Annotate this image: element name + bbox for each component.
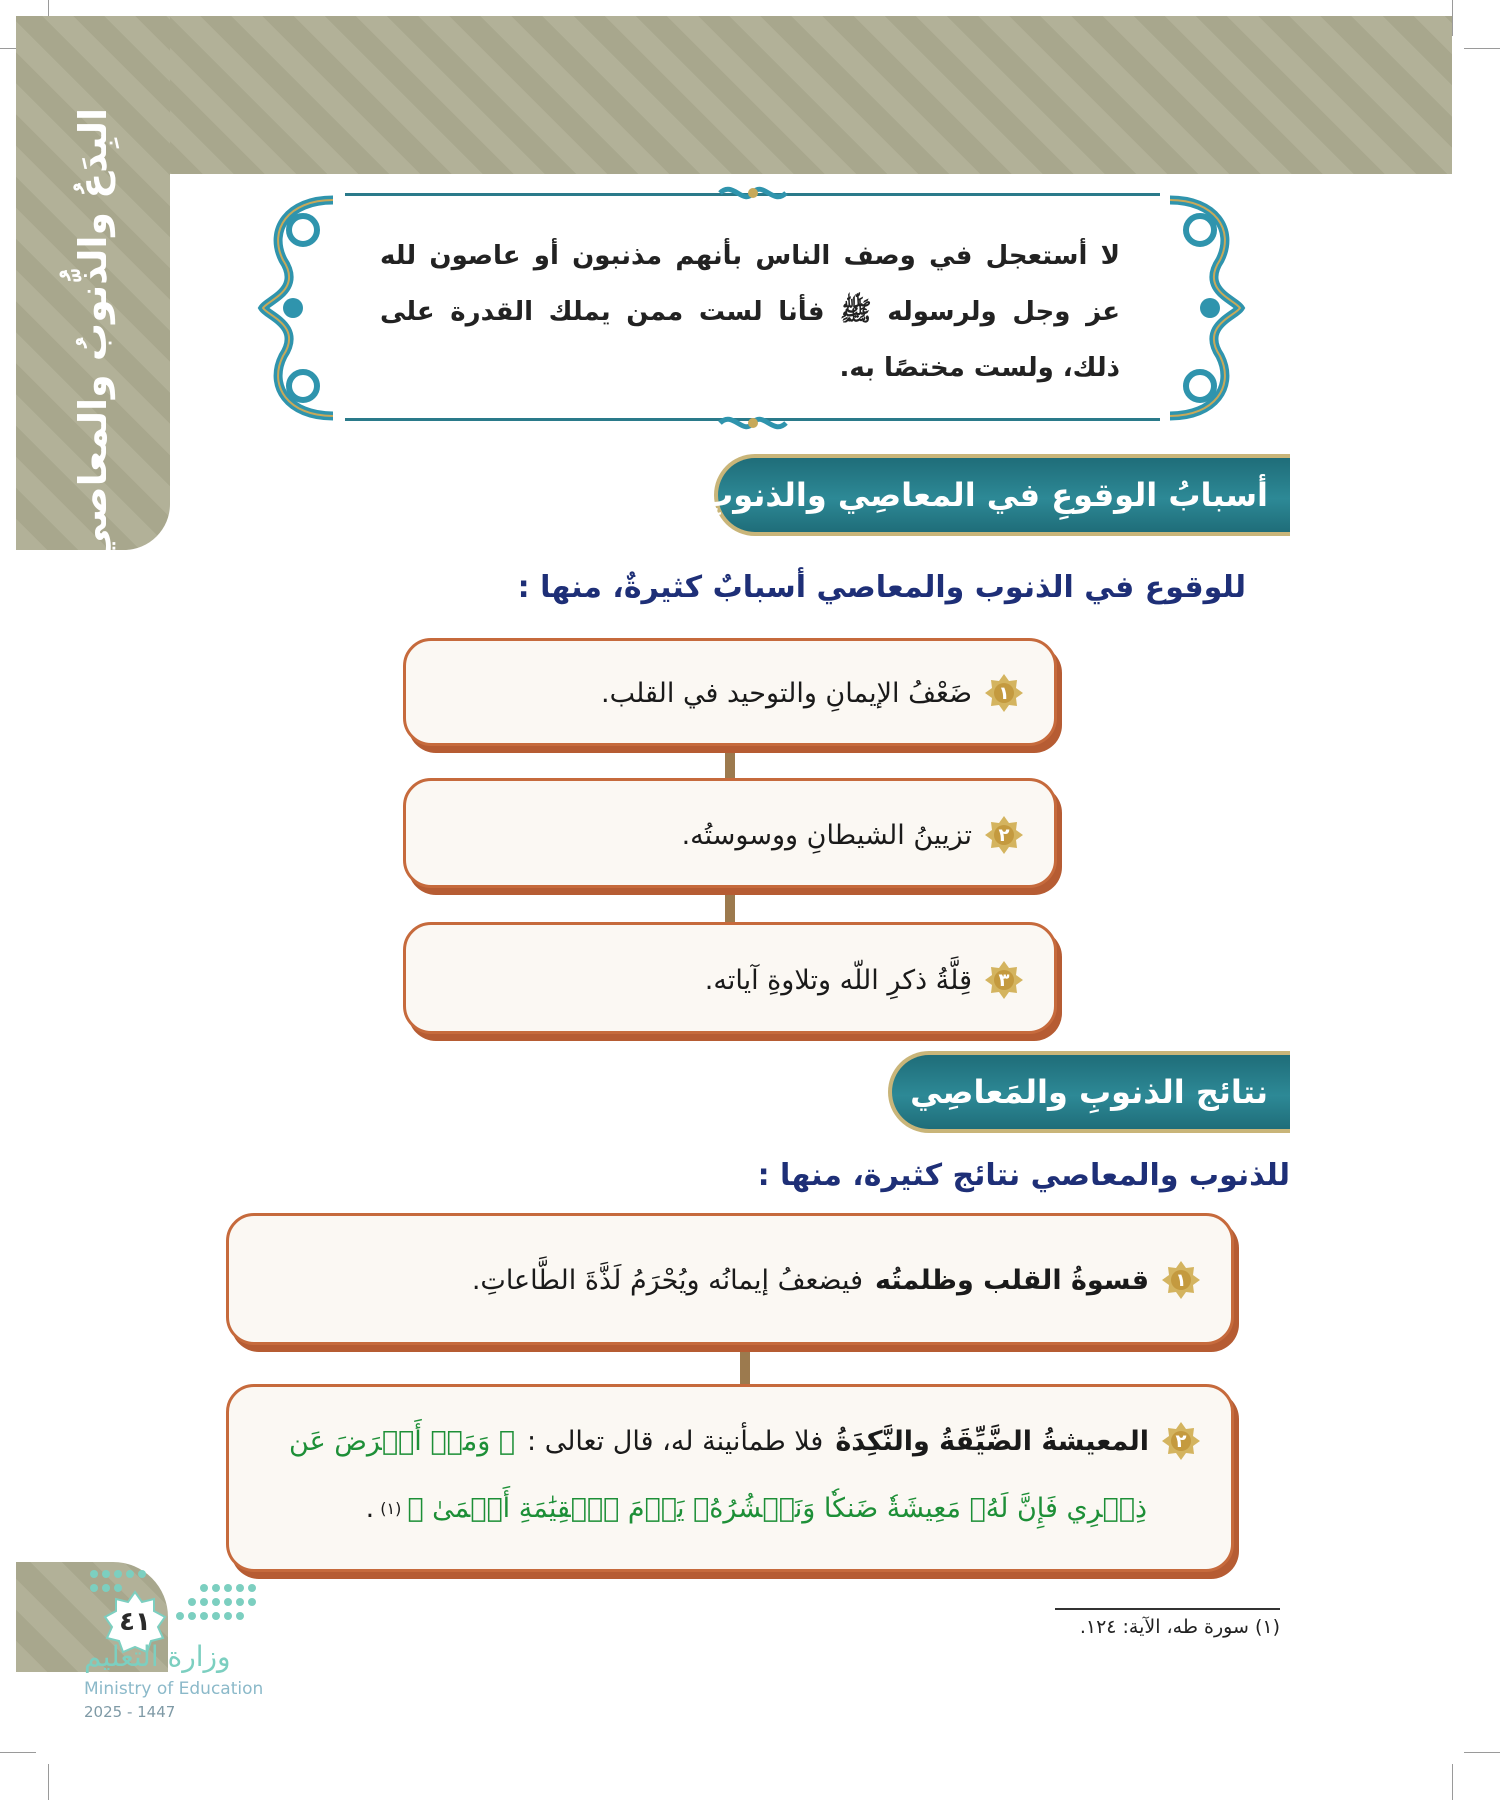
star-badge-icon: ٢ <box>1161 1421 1201 1461</box>
section-heading-text: أسبابُ الوقوعِ في المعاصِي والذنوبِ <box>701 476 1268 514</box>
cause-card-3 <box>403 922 1057 1034</box>
cause-text: قِلَّةُ ذكرِ اللّه وتلاوةِ آياته. <box>704 964 972 996</box>
section-heading-text: نتائج الذنوبِ والمَعاصِي <box>910 1073 1268 1111</box>
ministry-name-arabic: وزارة التعليم <box>84 1640 231 1673</box>
card-connector <box>725 888 735 924</box>
cause-card-2 <box>403 778 1057 888</box>
card-line <box>289 1421 1201 1461</box>
section-heading-causes <box>701 454 1290 536</box>
floral-scroll-ornament-icon <box>248 190 348 426</box>
result-card-1 <box>226 1213 1234 1345</box>
crop-mark <box>0 1752 36 1753</box>
cause-text: تزيينُ الشيطانِ ووسوستُه. <box>681 819 972 851</box>
footnote-rule <box>1055 1608 1280 1610</box>
footnote-ref: (١) <box>380 1499 402 1518</box>
result-card-2 <box>226 1384 1234 1572</box>
section-heading-results <box>888 1051 1290 1133</box>
ministry-name-english: Ministry of Education <box>84 1679 264 1699</box>
star-badge-icon: ١ <box>1161 1260 1201 1300</box>
ministry-year: 2025 - 1447 <box>84 1703 176 1721</box>
result-bold: قسوةُ القلب وظلمتُه <box>875 1264 1149 1296</box>
page-number: ٤١ <box>119 1607 151 1637</box>
result-text: فلا طمأنينة له، قال تعالى : <box>527 1425 824 1457</box>
crop-mark <box>1464 48 1500 49</box>
crop-mark <box>1452 1764 1453 1800</box>
card-connector <box>725 745 735 781</box>
star-badge-icon: ١ <box>984 673 1024 713</box>
sentence-end: . <box>365 1493 375 1524</box>
card-line <box>705 960 1024 1000</box>
quote-text: لا أستعجل في وصف الناس بأنهم مذنبون أو عاصون لله عز وجل ولرسوله ﷺ فأنا لست ممن يملك القدرة على ذلك، ولست مختصًا به. <box>380 241 1120 383</box>
result-text: فيضعفُ إيمانُه ويُحْرَمُ لَذَّةَ الطَّاعاتِ. <box>471 1264 864 1296</box>
card-line <box>472 1260 1201 1300</box>
card-line <box>682 815 1024 855</box>
result-bold: المعيشةُ الضَّيِّقَةُ والنَّكِدَةُ <box>835 1425 1149 1457</box>
card-connector <box>740 1344 750 1386</box>
cause-card-1 <box>403 638 1057 746</box>
quran-verse: ذِكۡرِي فَإِنَّ لَهُۥ مَعِيشَةٗ ضَنكٗا وَنَحۡشُرُهُۥ يَوۡمَ ٱلۡقِيَٰمَةِ أَعۡمَىٰ ﴾ <box>407 1493 1147 1524</box>
star-badge-icon: ٣ <box>984 960 1024 1000</box>
cause-text: ضَعْفُ الإيمانِ والتوحيد في القلب. <box>600 677 972 709</box>
floral-scroll-ornament-icon <box>1155 190 1255 426</box>
crop-mark <box>1452 0 1453 36</box>
scroll-divider-icon <box>718 410 788 436</box>
causes-intro: للوقوع في الذنوب والمعاصي أسبابٌ كثيرةٌ، منها : <box>517 570 1246 605</box>
crop-mark <box>1464 1752 1500 1753</box>
scroll-divider-icon <box>718 180 788 206</box>
card-line <box>366 1493 1147 1524</box>
chapter-title-text: البِدَعُ والذُّنوبُ والمعاصي <box>71 108 115 562</box>
results-intro: للذنوب والمعاصي نتائج كثيرة، منها : <box>757 1158 1290 1193</box>
crop-mark <box>48 1764 49 1800</box>
header-band <box>16 16 1452 174</box>
star-badge-icon: ٢ <box>984 815 1024 855</box>
footnote: (١) سورة طه، الآية: ١٢٤. <box>1079 1616 1280 1638</box>
chapter-title-vertical <box>16 108 170 562</box>
quran-verse: ﴿ وَمَنۡ أَعۡرَضَ عَن <box>289 1425 516 1457</box>
card-line <box>601 673 1024 713</box>
